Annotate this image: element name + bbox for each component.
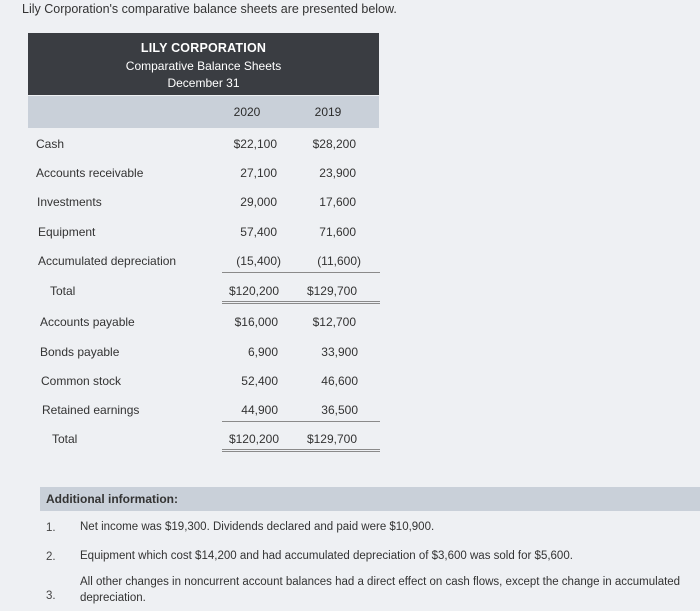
column-header-2019: 2019 (314, 105, 342, 119)
note-number-2: 2. (46, 551, 56, 563)
statement-header (28, 33, 379, 95)
common-stock-2019: 46,600 (321, 374, 358, 388)
note-number-3: 3. (46, 590, 56, 602)
accounts-payable-2020: $16,000 (234, 315, 278, 329)
row-label-assets-total: Total (50, 284, 76, 298)
row-label-accounts-receivable: Accounts receivable (36, 166, 144, 180)
accumulated-depreciation-2020: (15,400) (236, 254, 281, 268)
assets-subtotal-rule (222, 272, 380, 273)
column-header-2020: 2020 (233, 105, 261, 119)
statement-title: Comparative Balance Sheets (125, 59, 282, 73)
additional-info-title: Additional information: (46, 492, 178, 506)
cash-2019: $28,200 (312, 137, 356, 151)
assets-total-2020: $120,200 (228, 284, 279, 298)
common-stock-2020: 52,400 (241, 374, 278, 388)
row-label-bonds-payable: Bonds payable (40, 345, 120, 359)
row-label-accounts-payable: Accounts payable (40, 315, 135, 329)
accounts-receivable-2019: 23,900 (319, 166, 356, 180)
liabilities-subtotal-rule (222, 421, 380, 422)
note-text-3-line2: depreciation. (80, 592, 146, 604)
row-label-retained-earnings: Retained earnings (42, 403, 140, 417)
equipment-2020: 57,400 (240, 225, 277, 239)
row-label-liabilities-total: Total (52, 432, 78, 446)
intro-text: Lily Corporation's comparative balance sheets are presented below. (22, 2, 397, 16)
equipment-2019: 71,600 (319, 225, 356, 239)
accumulated-depreciation-2019: (11,600) (317, 254, 361, 268)
additional-info-header (40, 487, 700, 511)
cash-2020: $22,100 (233, 137, 277, 151)
accounts-payable-2019: $12,700 (312, 315, 356, 329)
row-label-accumulated-depreciation: Accumulated depreciation (38, 254, 177, 268)
row-label-equipment: Equipment (38, 225, 96, 239)
note-text-3-line1: All other changes in noncurrent account balances had a direct effect on cash flows, except the change in accumulated (80, 576, 681, 588)
liabilities-total-2020: $120,200 (228, 432, 279, 446)
column-header-row (28, 96, 379, 128)
retained-earnings-2020: 44,900 (241, 403, 278, 417)
bonds-payable-2020: 6,900 (247, 345, 278, 359)
note-text-2: Equipment which cost $14,200 and had accumulated depreciation of $3,600 was sold for $5,600. (80, 550, 573, 562)
row-label-investments: Investments (37, 195, 102, 209)
accounts-receivable-2020: 27,100 (240, 166, 277, 180)
row-label-common-stock: Common stock (41, 374, 122, 388)
note-number-1: 1. (46, 522, 56, 534)
investments-2019: 17,600 (319, 195, 356, 209)
assets-total-2019: $129,700 (306, 284, 357, 298)
assets-total-double-rule (222, 301, 380, 304)
company-name: LILY CORPORATION (140, 41, 267, 55)
liabilities-total-double-rule (222, 449, 380, 452)
statement-date: December 31 (167, 76, 240, 90)
note-text-1: Net income was $19,300. Dividends declared and paid were $10,900. (80, 521, 435, 533)
retained-earnings-2019: 36,500 (321, 403, 358, 417)
investments-2020: 29,000 (240, 195, 277, 209)
row-label-cash: Cash (36, 137, 65, 151)
liabilities-total-2019: $129,700 (306, 432, 357, 446)
bonds-payable-2019: 33,900 (321, 345, 358, 359)
